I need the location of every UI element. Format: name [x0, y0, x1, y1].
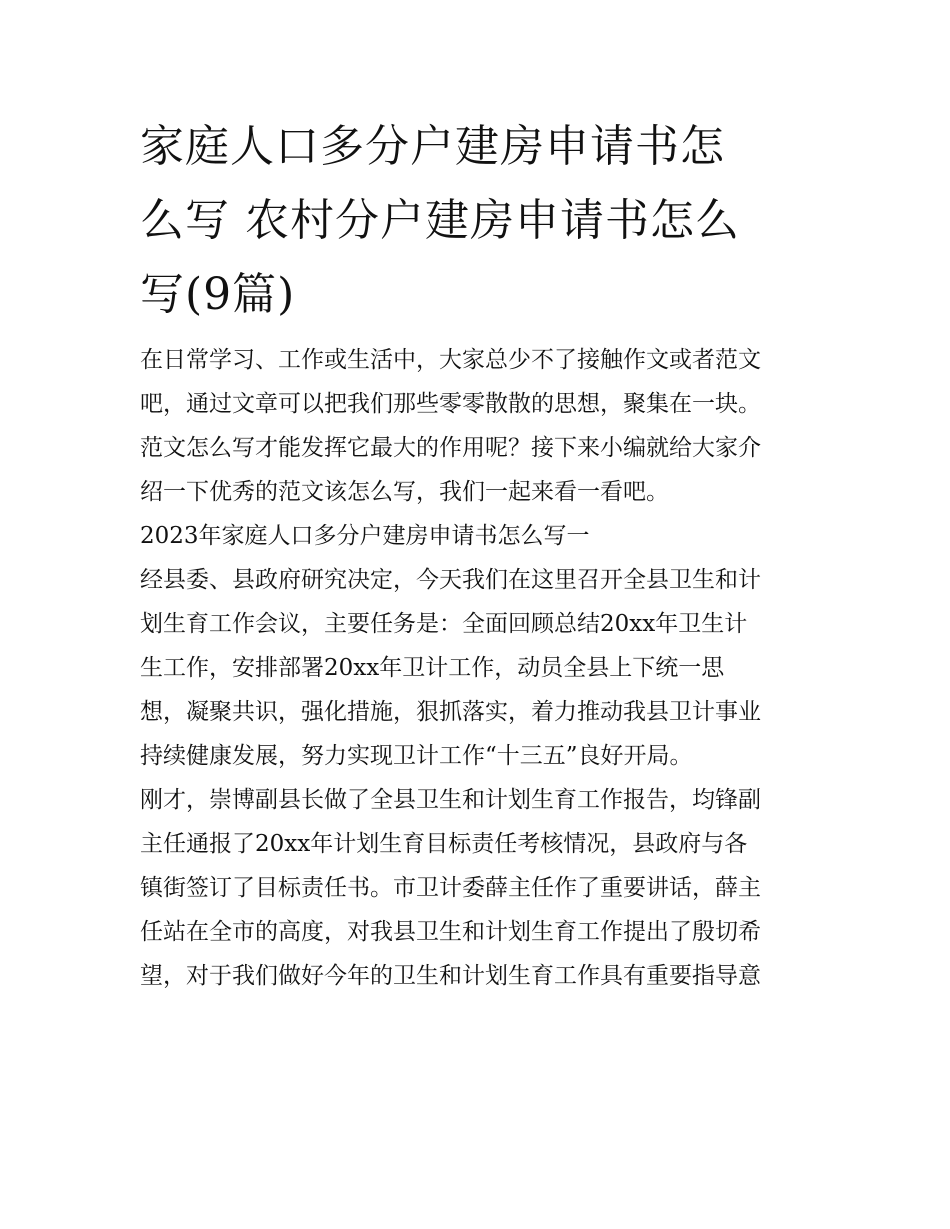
document-title [140, 110, 816, 332]
document-page [140, 110, 816, 998]
para1-line-3: 生工作，安排部署20xx年卫计工作，动员全县上下统一思 [140, 655, 725, 681]
section-heading: 2023年家庭人口多分户建房申请书怎么写一 [140, 523, 590, 549]
intro-paragraph [140, 338, 816, 514]
para1-line-1: 经县委、县政府研究决定，今天我们在这里召开全县卫生和计 [140, 567, 761, 593]
para1-line-5: 持续健康发展，努力实现卫计工作“十三五”良好开局。 [140, 743, 693, 769]
title-line-2: 么写 农村分户建房申请书怎么 [140, 195, 740, 246]
intro-line-1: 在日常学习、工作或生活中，大家总少不了接触作文或者范文 [140, 347, 761, 373]
intro-line-4: 绍一下优秀的范文该怎么写，我们一起来看一看吧。 [140, 479, 669, 505]
body-paragraph-1 [140, 558, 816, 778]
para1-line-4: 想，凝聚共识，强化措施，狠抓落实，着力推动我县卫计事业 [140, 699, 761, 725]
para2-line-4: 任站在全市的高度，对我县卫生和计划生育工作提出了殷切希 [140, 919, 761, 945]
body-paragraph-2 [140, 778, 816, 998]
para2-line-1: 刚才，崇博副县长做了全县卫生和计划生育工作报告，均锋副 [140, 787, 761, 813]
intro-line-3: 范文怎么写才能发挥它最大的作用呢？接下来小编就给大家介 [140, 435, 761, 461]
title-line-3: 写(9篇) [140, 269, 296, 320]
para2-line-3: 镇街签订了目标责任书。市卫计委薛主任作了重要讲话，薛主 [140, 875, 761, 901]
title-line-1: 家庭人口多分户建房申请书怎 [140, 121, 725, 172]
para2-line-2: 主任通报了20xx年计划生育目标责任考核情况，县政府与各 [140, 831, 748, 857]
para1-line-2: 划生育工作会议，主要任务是：全面回顾总结20xx年卫生计 [140, 611, 748, 637]
para2-line-5: 望，对于我们做好今年的卫生和计划生育工作具有重要指导意 [140, 963, 761, 989]
intro-line-2: 吧，通过文章可以把我们那些零零散散的思想，聚集在一块。 [140, 391, 761, 417]
